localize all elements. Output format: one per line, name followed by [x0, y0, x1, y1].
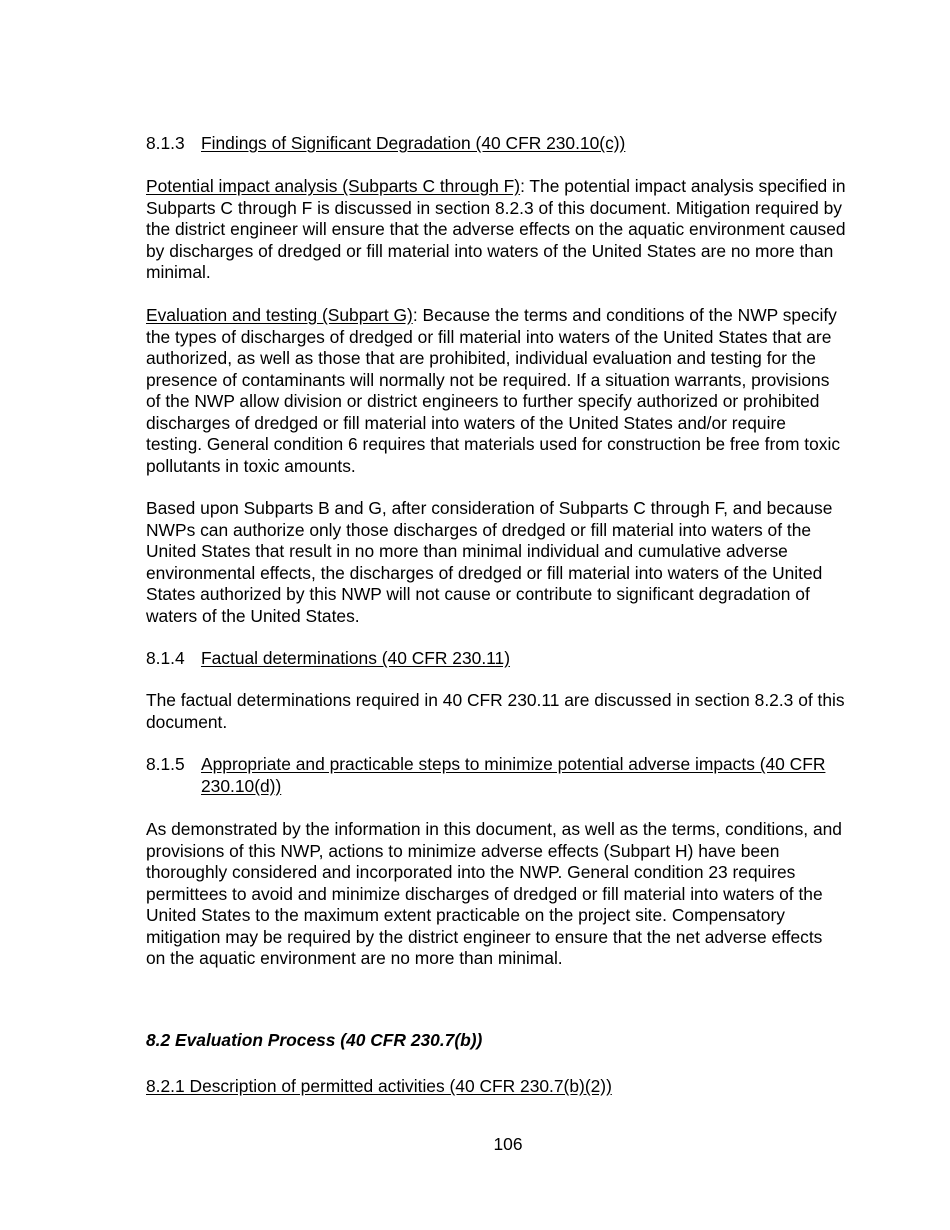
paragraph-potential-impact	[146, 176, 846, 284]
section-title: Factual determinations (40 CFR 230.11)	[201, 648, 510, 668]
heading-8-1-5	[146, 754, 887, 797]
paragraph-evaluation-testing	[146, 305, 846, 477]
paragraph-lead: Evaluation and testing (Subpart G)	[146, 305, 413, 325]
section-title: Findings of Significant Degradation (40 CFR 230.10(c))	[201, 133, 626, 153]
heading-8-2-1: 8.2.1 Description of permitted activities (40 CFR 230.7(b)(2))	[146, 1076, 612, 1096]
section-number: 8.1.5	[146, 754, 185, 774]
paragraph-text: : Because the terms and conditions of the NWP specify the types of discharges of dredged or fill material into waters of the United States that are authorized, as well as those that are prohibited, individual evaluation and testing for the presence of contaminants will normally not be required. If a situation warrants, provisions of the NWP allow division or district engineers to further specify authorized or prohibited discharges of dredged or fill material into waters of the United States and/or require testing. General condition 6 requires that materials used for construction be free from toxic pollutants in toxic amounts.	[146, 305, 841, 476]
paragraph-demonstrated: As demonstrated by the information in this document, as well as the terms, conditions, and provisions of this NWP, actions to minimize adverse effects (Subpart H) have been thoroughly considered and incorporated into the NWP. General condition 23 requires permittees to avoid and minimize discharges of dredged or fill material into waters of the United States to the maximum extent practicable on the project site. Compensatory mitigation may be required by the district engineer to ensure that the net adverse effects on the aquatic environment are no more than minimal.	[146, 819, 842, 968]
heading-8-2: 8.2 Evaluation Process (40 CFR 230.7(b))	[146, 1030, 483, 1050]
section-title: Appropriate and practicable steps to minimize potential adverse impacts (40 CFR 230.10(d))	[201, 754, 826, 796]
section-number: 8.1.3	[146, 133, 185, 153]
paragraph-based-upon: Based upon Subparts B and G, after consideration of Subparts C through F, and because NWPs can authorize only those discharges of dredged or fill material into waters of the United States that result in no more than minimal individual and cumulative adverse environmental effects, the discharges of dredged or fill material into waters of the United States authorized by this NWP will not cause or contribute to significant degradation of waters of the United States.	[146, 498, 833, 626]
paragraph-factual: The factual determinations required in 40 CFR 230.11 are discussed in section 8.2.3 of this document.	[146, 690, 845, 732]
section-number: 8.1.4	[146, 648, 185, 668]
paragraph-text: : The potential impact analysis specified in Subparts C through F is discussed in section 8.2.3 of this document. Mitigation required by the district engineer will ensure that the adverse effects on the aquatic environment caused by discharges of dredged or fill material into waters of the United States are no more than minimal.	[146, 176, 846, 282]
heading-8-1-3	[146, 133, 846, 155]
heading-8-1-4	[146, 648, 846, 670]
paragraph-lead: Potential impact analysis (Subparts C through F)	[146, 176, 521, 196]
page-number: 106	[493, 1134, 523, 1154]
